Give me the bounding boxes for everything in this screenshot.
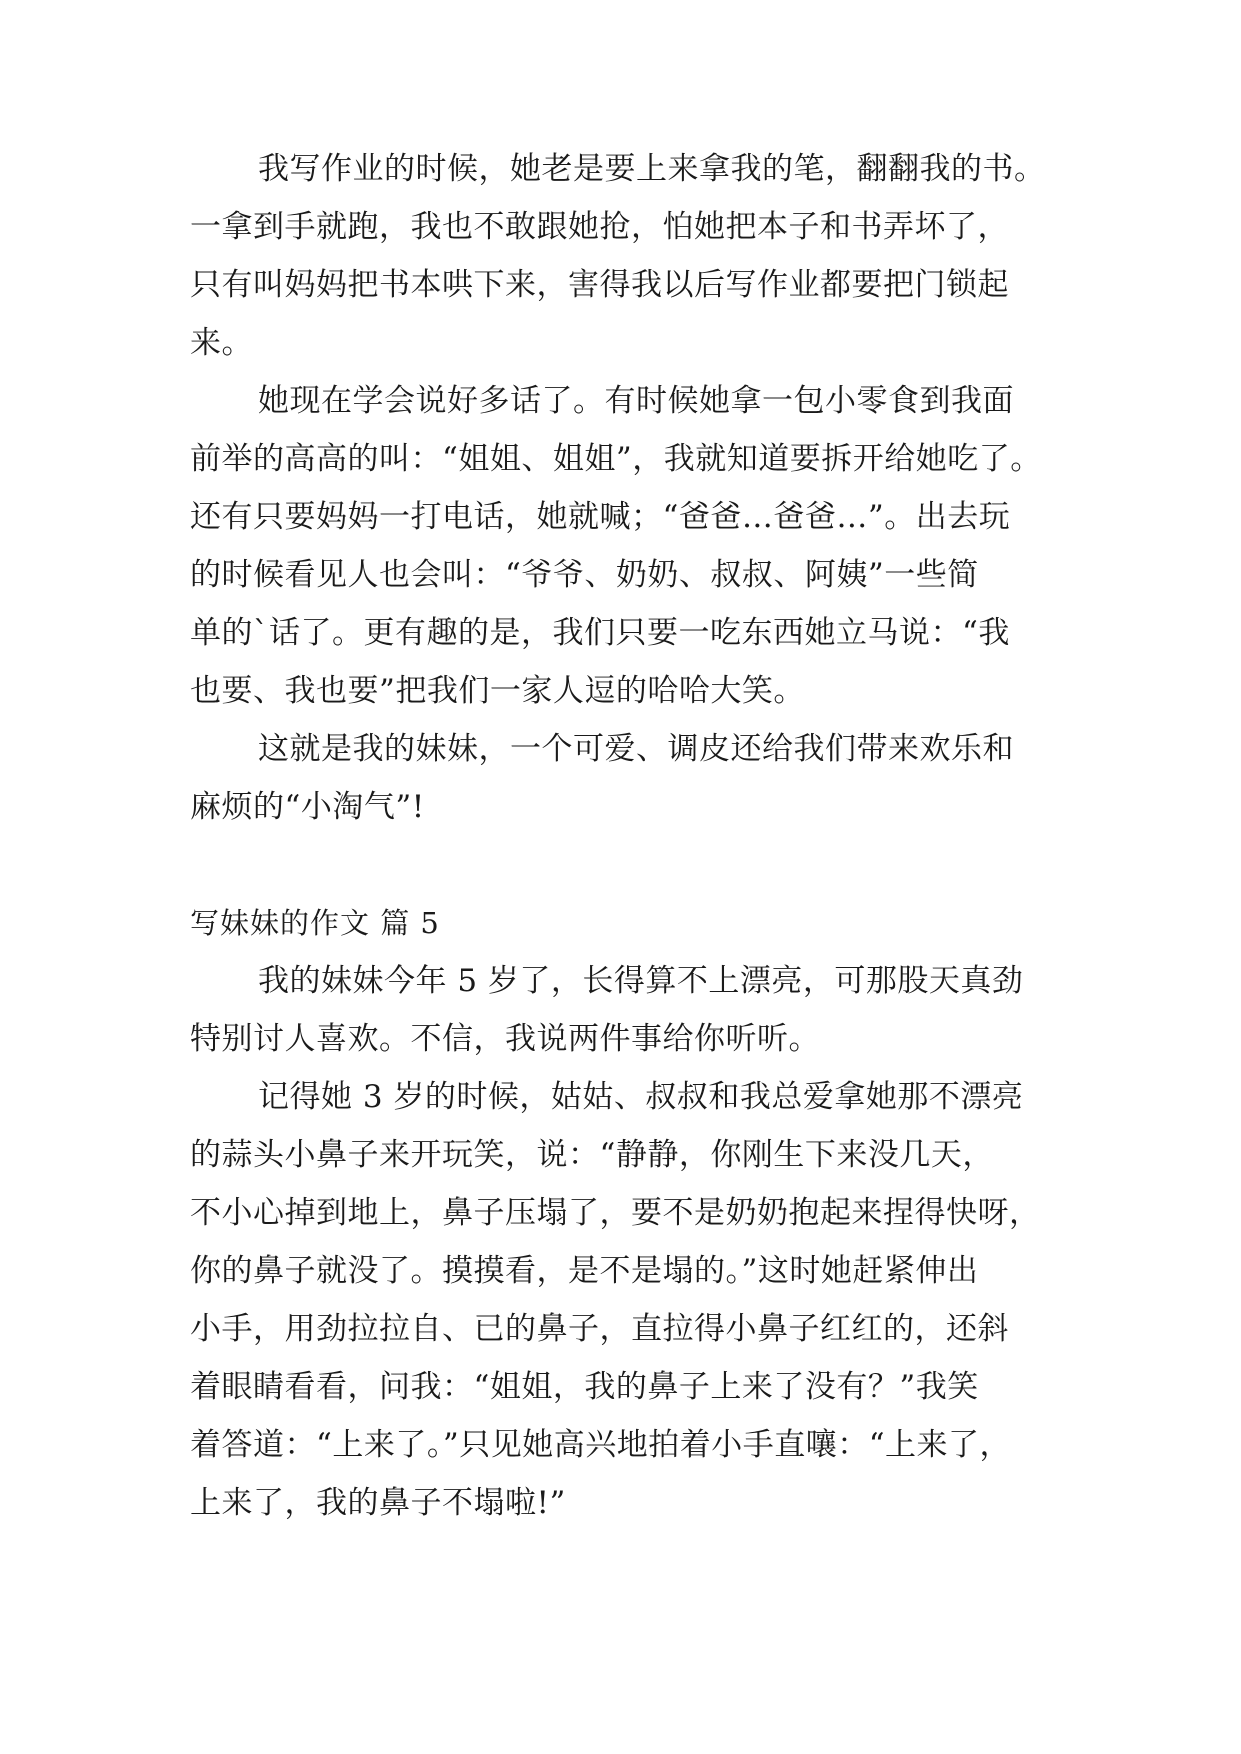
text-line: 上来了，我的鼻子不塌啦!”: [190, 1485, 566, 1521]
text-line: 还有只要妈妈一打电话，她就喊；“爸爸…爸爸…”。出去玩: [190, 499, 1011, 535]
text-line: 的时候看见人也会叫：“爷爷、奶奶、叔叔、阿姨”一些简: [190, 557, 979, 593]
paragraph-talking: [190, 372, 1070, 720]
text-line: 也要、我也要”把我们一家人逗的哈哈大笑。: [190, 673, 805, 709]
text-line: 一拿到手就跑，我也不敢跟她抢，怕她把本子和书弄坏了，: [190, 209, 1009, 245]
text-line: 不小心掉到地上，鼻子压塌了，要不是奶奶抱起来捏得快呀，: [190, 1195, 1041, 1231]
text-line: 我写作业的时候，她老是要上来拿我的笔，翻翻我的书。: [258, 151, 1046, 187]
text-line: 只有叫妈妈把书本哄下来，害得我以后写作业都要把门锁起: [190, 267, 1009, 303]
text-line: 这就是我的妹妹，一个可爱、调皮还给我们带来欢乐和: [258, 731, 1014, 767]
document-page: [190, 140, 1070, 1532]
text-line: 前举的高高的叫：“姐姐、姐姐”，我就知道要拆开给她吃了。: [190, 441, 1042, 477]
text-line: 麻烦的“小淘气”!: [190, 789, 425, 825]
paragraph-intro: [190, 952, 1070, 1068]
text-line: 特别讨人喜欢。不信，我说两件事给你听听。: [190, 1021, 820, 1057]
text-line: 来。: [190, 325, 253, 361]
text-line: 着答道：“上来了。”只见她高兴地拍着小手直嚷：“上来了，: [190, 1427, 1012, 1463]
paragraph-homework: [190, 140, 1070, 372]
text-line: 着眼睛看看，问我：“姐姐，我的鼻子上来了没有？”我笑: [190, 1369, 979, 1405]
paragraph-conclusion: [190, 720, 1070, 836]
text-line: 我的妹妹今年 5 岁了，长得算不上漂亮，可那股天真劲: [258, 963, 1024, 999]
section-heading: 写妹妹的作文 篇 5: [190, 906, 440, 940]
text-line: 的蒜头小鼻子来开玩笑，说：“静静，你刚生下来没几天，: [190, 1137, 994, 1173]
paragraph-nose-story: [190, 1068, 1070, 1532]
text-line: 她现在学会说好多话了。有时候她拿一包小零食到我面: [258, 383, 1014, 419]
section-gap: [190, 836, 1070, 894]
text-line: 小手，用劲拉拉自、已的鼻子，直拉得小鼻子红红的，还斜: [190, 1311, 1009, 1347]
text-line: 单的`话了。更有趣的是，我们只要一吃东西她立马说：“我: [190, 615, 1010, 651]
text-line: 记得她 3 岁的时候，姑姑、叔叔和我总爱拿她那不漂亮: [258, 1079, 1024, 1115]
text-line: 你的鼻子就没了。摸摸看，是不是塌的。”这时她赶紧伸出: [190, 1253, 979, 1289]
